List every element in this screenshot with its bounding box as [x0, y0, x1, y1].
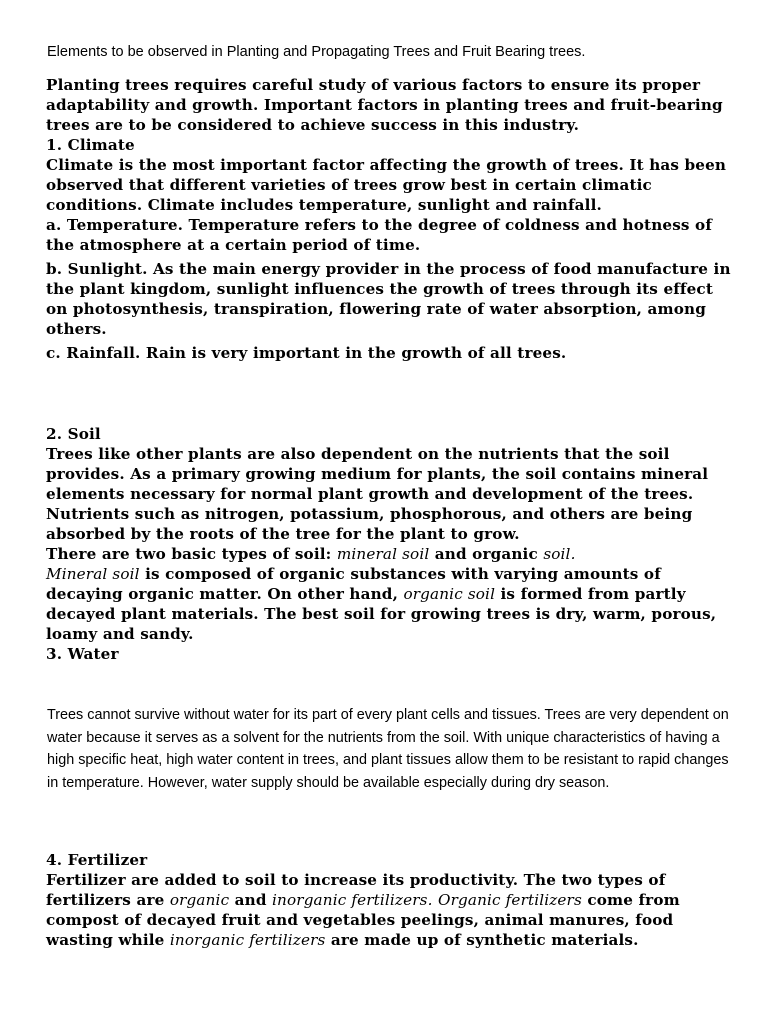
document-title: Elements to be observed in Planting and Propagating Trees and Fruit Bearing trees.	[47, 44, 586, 60]
mineral-soil-term: mineral soil	[336, 545, 430, 563]
water-heading: 3. Water	[46, 645, 119, 663]
water-paragraph: Trees cannot survive without water for its part of every plant cells and tissues. Trees are very dependent on water because it serves as a solvent for the nutrients from the soil. With unique characteristics of having a high specific heat, high water content in trees, and plant tissues allow them to be resistant to rapid changes in temperature. However, water supply should be available especially during dry season.	[47, 707, 729, 791]
soil-paragraph: Trees like other plants are also dependent on the nutrients that the soil provides. As a primary growing medium for plants, the soil contains mineral elements necessary for normal plant growth and development of the trees. Nutrients such as nitrogen, potassium, phosphorous, and others are being absorbed by the roots of the tree for the plant to grow.	[46, 445, 709, 543]
organic-soil-text: is formed from partly decayed plant materials. The best soil for growing trees is dry, warm, porous, loamy and sandy.	[46, 585, 717, 643]
rainfall-paragraph: c. Rainfall. Rain is very important in the growth of all trees.	[46, 344, 567, 362]
fertilizer-text: come from compost of decayed fruit and vegetables peelings, animal manures, food wasting while	[46, 891, 680, 949]
fertilizer-heading: 4. Fertilizer	[46, 851, 148, 869]
fertilizer-paragraph	[46, 870, 736, 950]
fertilizer-text: are made up of synthetic materials.	[325, 931, 639, 949]
fertilizer-text: and	[229, 891, 273, 909]
fertilizer-text: Fertilizer are added to soil to increase its productivity. The two types of fertilizers are	[46, 871, 666, 909]
soil-section	[46, 424, 736, 664]
soil-types-paragraph	[46, 544, 736, 644]
climate-heading: 1. Climate	[46, 136, 135, 154]
soil-heading: 2. Soil	[46, 425, 101, 443]
sunlight-paragraph: b. Sunlight. As the main energy provider in the process of food manufacture in the plant kingdom, sunlight influences the growth of trees through its effect on photosynthesis, transpiration, flowering rate of water absorption, among others.	[46, 260, 731, 338]
intro-paragraph: Planting trees requires careful study of various factors to ensure its proper adaptability and growth. Important factors in planting trees and fruit-bearing trees are to be considered to achieve success in this industry.	[46, 76, 723, 134]
soil-types-text: and organic	[429, 545, 544, 563]
soil-types-text: There are two basic types of soil:	[46, 545, 337, 563]
mineral-soil-term: Mineral soil	[46, 565, 140, 583]
inorganic-fertilizers-term: inorganic fertilizers	[169, 931, 326, 949]
fertilizer-section	[46, 850, 736, 950]
mineral-soil-text: is composed of organic substances with varying amounts of decaying organic matter. On other hand,	[46, 565, 661, 603]
organic-term: organic	[169, 891, 230, 909]
temperature-paragraph: a. Temperature. Temperature refers to the degree of coldness and hotness of the atmosphere at a certain period of time.	[46, 216, 712, 254]
soil-term: soil.	[543, 545, 576, 563]
organic-fertilizers-term: Organic fertilizers	[438, 891, 582, 909]
organic-soil-term: organic soil	[403, 585, 496, 603]
inorganic-fertilizers-term: inorganic fertilizers.	[272, 891, 433, 909]
climate-section	[46, 75, 736, 363]
climate-paragraph: Climate is the most important factor affecting the growth of trees. It has been observed that different varieties of trees grow best in certain climatic conditions. Climate includes temperature, sunlight and rainfall.	[46, 156, 727, 214]
